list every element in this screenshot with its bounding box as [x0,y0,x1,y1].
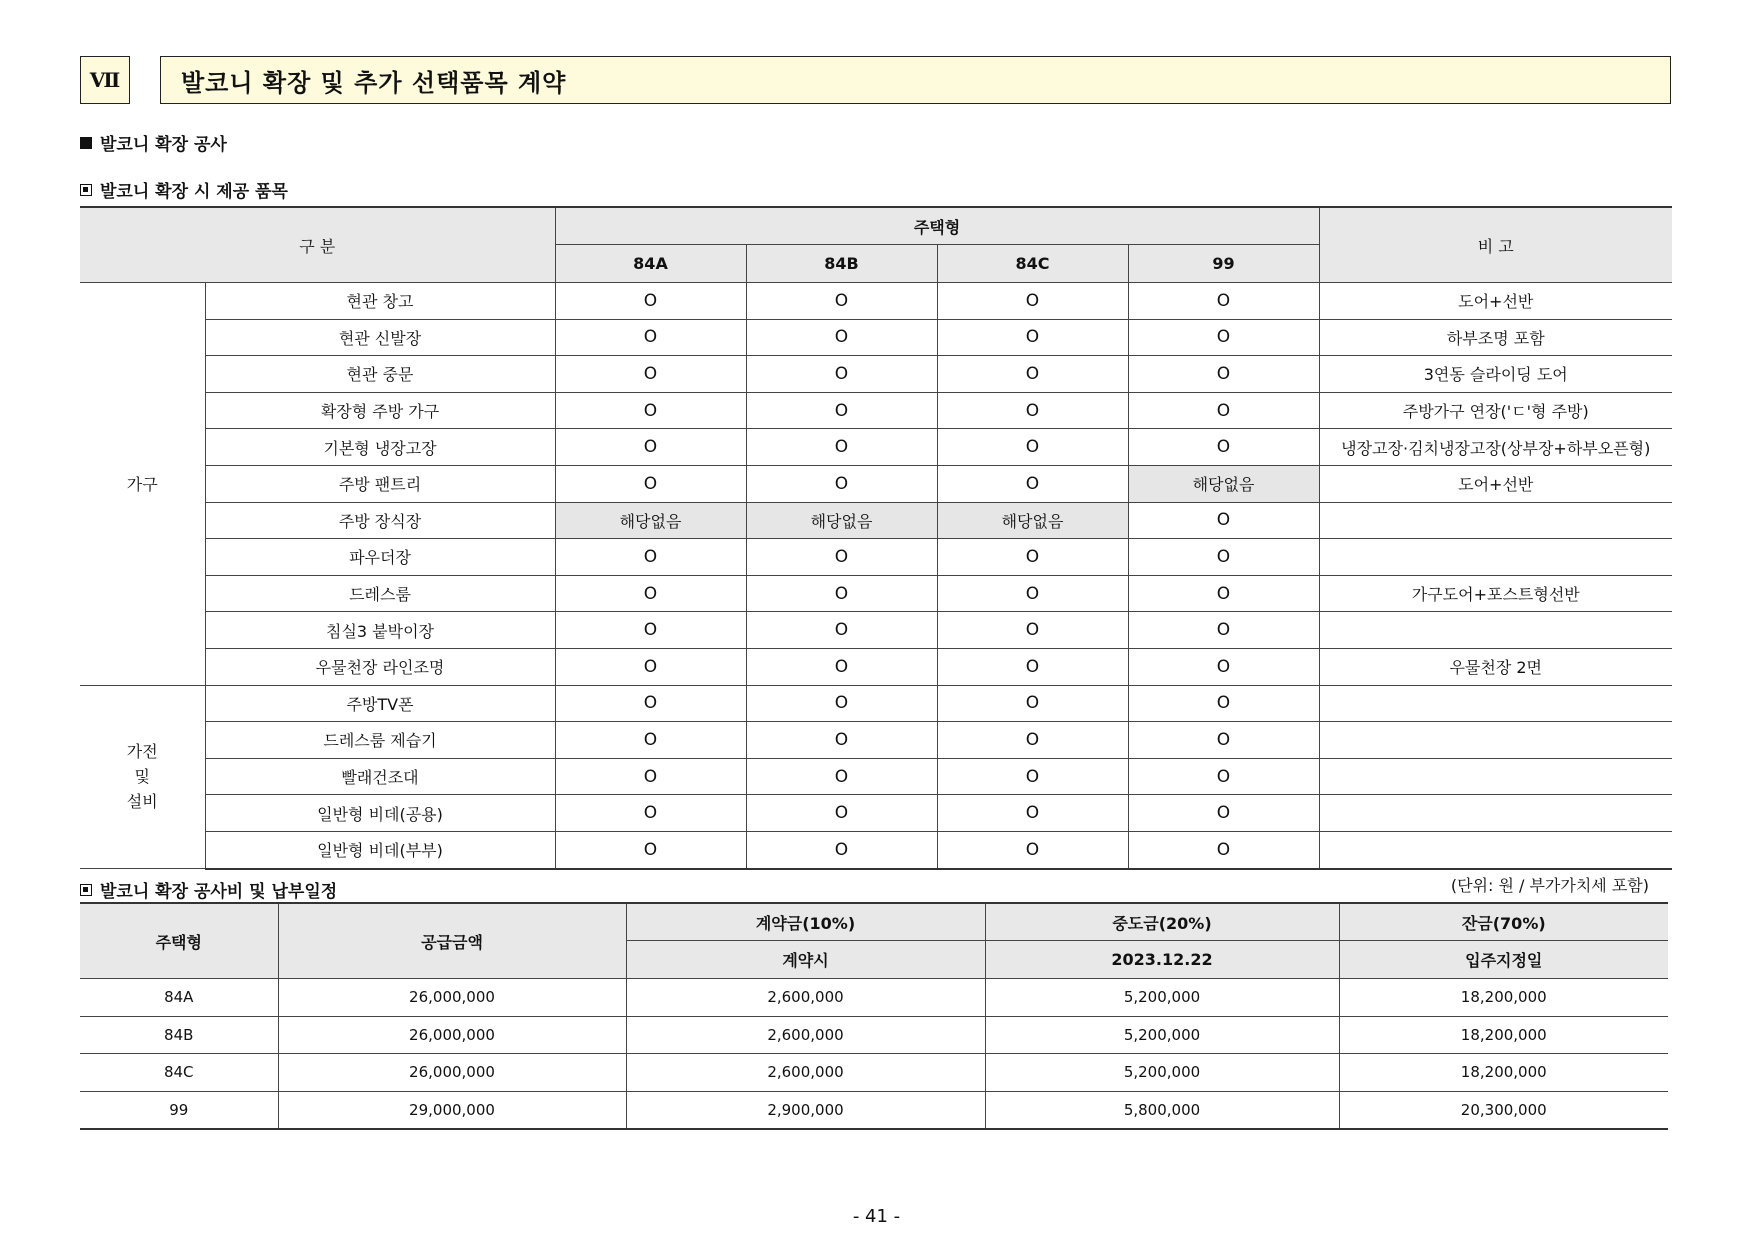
subheading-main [80,130,227,155]
item-availability: O [746,283,937,320]
table-row [80,648,1672,685]
cost-schedule-body [80,979,1668,1130]
item-availability: O [937,283,1128,320]
item-note: 도어+선반 [1319,283,1672,320]
item-availability: O [746,648,937,685]
header-type: 주택형 [80,903,278,979]
item-availability: O [937,356,1128,393]
table-row [80,685,1672,722]
item-name: 파우더장 [205,539,555,576]
table-row [80,502,1672,539]
item-note: 3연동 슬라이딩 도어 [1319,356,1672,393]
item-availability: O [1128,685,1319,722]
item-note: 하부조명 포함 [1319,319,1672,356]
item-availability: O [937,795,1128,832]
item-name: 일반형 비데(부부) [205,831,555,868]
item-name: 주방 팬트리 [205,465,555,502]
cost-cell-supply: 26,000,000 [278,1016,626,1054]
item-availability: O [937,831,1128,868]
item-availability: 해당없음 [555,502,746,539]
item-note [1319,758,1672,795]
item-name: 드레스룸 [205,575,555,612]
header-middle: 중도금(20%) [985,903,1339,941]
item-availability: O [746,575,937,612]
item-name: 기본형 냉장고장 [205,429,555,466]
item-note [1319,722,1672,759]
table-row [80,795,1672,832]
item-availability: O [746,758,937,795]
subheading-items [80,177,288,202]
item-availability: O [937,429,1128,466]
group-label [80,685,205,868]
item-availability: O [555,429,746,466]
table-row [80,831,1672,868]
item-availability: O [555,539,746,576]
table-row [80,392,1672,429]
subheading-main-text: 발코니 확장 공사 [100,135,227,155]
item-note: 우물천장 2면 [1319,648,1672,685]
item-availability: O [1128,648,1319,685]
item-availability: O [937,685,1128,722]
table-row [80,539,1672,576]
item-availability: O [746,685,937,722]
item-availability: O [1128,502,1319,539]
header-balance: 잔금(70%) [1339,903,1668,941]
provided-items-body [80,283,1672,869]
table-row [80,979,1668,1017]
cost-cell-middle: 5,200,000 [985,979,1339,1017]
item-name: 주방 장식장 [205,502,555,539]
item-name: 현관 중문 [205,356,555,393]
item-availability: O [746,539,937,576]
item-availability: O [555,722,746,759]
boxed-square-icon [80,184,92,196]
header-housing-type: 주택형 [555,207,1319,245]
unit-note: (단위: 원 / 부가가치세 포함) [1450,876,1649,895]
cost-cell-balance: 18,200,000 [1339,979,1668,1017]
table-row [80,758,1672,795]
item-availability: O [746,429,937,466]
item-name: 침실3 붙박이장 [205,612,555,649]
black-square-icon [80,137,92,149]
item-note [1319,612,1672,649]
item-name: 주방TV폰 [205,685,555,722]
item-note: 도어+선반 [1319,465,1672,502]
cost-cell-middle: 5,200,000 [985,1054,1339,1092]
group-label-line: 및 [134,767,150,787]
item-availability: O [746,356,937,393]
header-deposit: 계약금(10%) [626,903,985,941]
item-availability: O [746,319,937,356]
table-row [80,319,1672,356]
item-availability: O [555,831,746,868]
item-availability: O [937,319,1128,356]
item-availability: O [937,539,1128,576]
cost-cell-balance: 18,200,000 [1339,1054,1668,1092]
table-row [80,465,1672,502]
item-note: 가구도어+포스트형선반 [1319,575,1672,612]
item-availability: O [1128,283,1319,320]
cost-cell-balance: 20,300,000 [1339,1091,1668,1129]
item-availability: O [1128,575,1319,612]
item-availability: 해당없음 [937,502,1128,539]
group-label-line: 가전 [126,742,158,762]
cost-schedule-table [80,902,1668,1130]
header-balance-when: 입주지정일 [1339,941,1668,979]
item-availability: O [1128,612,1319,649]
section-number: Ⅶ [80,56,130,104]
item-note: 냉장고장·김치냉장고장(상부장+하부오픈형) [1319,429,1672,466]
item-availability: O [555,283,746,320]
item-availability: O [555,612,746,649]
cost-cell-type: 84B [80,1016,278,1054]
item-note [1319,685,1672,722]
item-availability: O [1128,795,1319,832]
item-availability: O [1128,356,1319,393]
item-availability: O [555,319,746,356]
cost-cell-balance: 18,200,000 [1339,1016,1668,1054]
subheading-cost [80,877,337,902]
item-availability: O [746,795,937,832]
provided-items-table [80,206,1672,870]
table-row [80,1091,1668,1129]
item-name: 빨래건조대 [205,758,555,795]
item-availability: O [746,831,937,868]
item-availability: O [1128,831,1319,868]
header-middle-when: 2023.12.22 [985,941,1339,979]
item-availability: 해당없음 [1128,465,1319,502]
item-availability: O [1128,722,1319,759]
header-type-84a: 84A [555,245,746,283]
group-label-line: 설비 [126,792,158,812]
item-availability: O [937,575,1128,612]
header-deposit-when: 계약시 [626,941,985,979]
item-availability: O [1128,392,1319,429]
header-supply: 공급금액 [278,903,626,979]
cost-cell-type: 84A [80,979,278,1017]
item-availability: O [937,465,1128,502]
item-availability: O [746,722,937,759]
section-header [80,56,1671,106]
item-availability: O [746,392,937,429]
cost-cell-deposit: 2,900,000 [626,1091,985,1129]
cost-cell-deposit: 2,600,000 [626,979,985,1017]
item-availability: O [1128,429,1319,466]
item-availability: O [555,575,746,612]
group-label: 가구 [80,283,205,686]
table-row [80,722,1672,759]
subheading-items-text: 발코니 확장 시 제공 품목 [100,182,288,202]
section-title: 발코니 확장 및 추가 선택품목 계약 [160,56,1671,104]
item-availability: O [1128,539,1319,576]
item-name: 현관 창고 [205,283,555,320]
item-note [1319,539,1672,576]
table-row [80,575,1672,612]
item-name: 우물천장 라인조명 [205,648,555,685]
cost-cell-middle: 5,800,000 [985,1091,1339,1129]
header-type-84b: 84B [746,245,937,283]
item-name: 일반형 비데(공용) [205,795,555,832]
item-availability: 해당없음 [746,502,937,539]
cost-cell-deposit: 2,600,000 [626,1054,985,1092]
table-row [80,612,1672,649]
item-availability: O [555,392,746,429]
table-row [80,283,1672,320]
header-category: 구 분 [80,207,555,283]
item-name: 확장형 주방 가구 [205,392,555,429]
cost-cell-supply: 29,000,000 [278,1091,626,1129]
table-row [80,1054,1668,1092]
item-name: 현관 신발장 [205,319,555,356]
page-number: - 41 - [852,1206,901,1227]
table-row [80,1016,1668,1054]
item-availability: O [746,612,937,649]
item-availability: O [937,722,1128,759]
item-availability: O [555,685,746,722]
header-note: 비 고 [1319,207,1672,283]
header-type-99: 99 [1128,245,1319,283]
item-availability: O [937,758,1128,795]
table-row [80,356,1672,393]
item-availability: O [555,648,746,685]
item-availability: O [937,612,1128,649]
item-availability: O [937,392,1128,429]
item-note: 주방가구 연장('ㄷ'형 주방) [1319,392,1672,429]
item-note [1319,831,1672,868]
item-note [1319,795,1672,832]
item-availability: O [555,795,746,832]
table-row [80,429,1672,466]
subheading-cost-text: 발코니 확장 공사비 및 납부일정 [100,882,338,902]
cost-cell-type: 99 [80,1091,278,1129]
cost-cell-deposit: 2,600,000 [626,1016,985,1054]
cost-cell-supply: 26,000,000 [278,1054,626,1092]
item-note [1319,502,1672,539]
cost-cell-middle: 5,200,000 [985,1016,1339,1054]
item-availability: O [555,356,746,393]
header-type-84c: 84C [937,245,1128,283]
item-availability: O [1128,758,1319,795]
boxed-square-icon [80,884,92,896]
item-availability: O [1128,319,1319,356]
cost-cell-type: 84C [80,1054,278,1092]
item-availability: O [555,465,746,502]
item-availability: O [555,758,746,795]
item-availability: O [746,465,937,502]
cost-cell-supply: 26,000,000 [278,979,626,1017]
item-name: 드레스룸 제습기 [205,722,555,759]
item-availability: O [937,648,1128,685]
